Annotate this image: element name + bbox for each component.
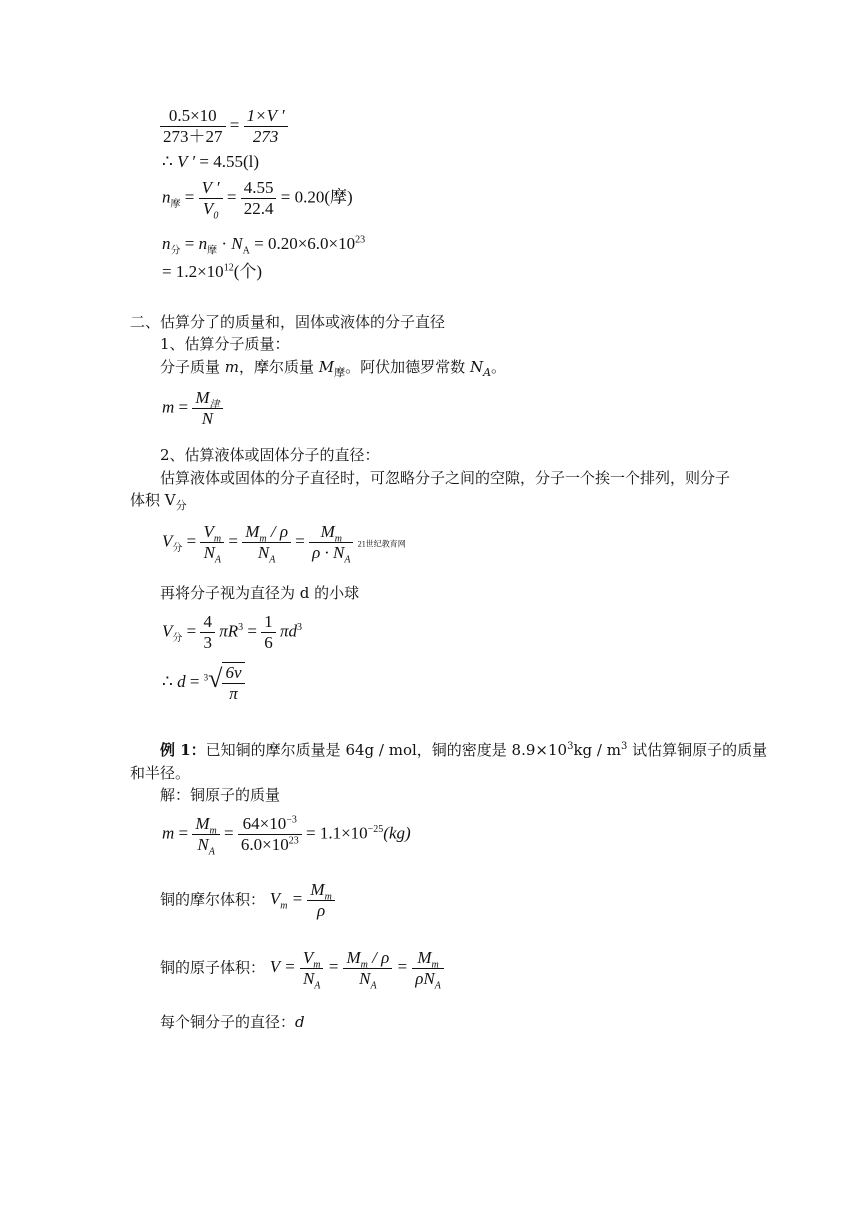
fraction: $M_m$ $\rho N_A$ [412,948,444,989]
fraction: $M_津$ N [192,388,222,429]
section-heading: 二、估算分了的质量和，固体或液体的分子直径 [130,313,446,331]
example-1-cont: 和半径。 [130,764,191,782]
fraction: $\frac{1\times V '}{273}$ [244,106,288,147]
copper-atom-volume: 铜的原子体积： V = $\frac{V_m}{N_A}$ = $\frac{M_m / \rho}{N_A}$ = $M_m$ $\rho N_A$ [160,948,444,989]
equation-n-fen: $n_分 = n_摩 \cdot N_A = 0.20\times 6.0\times 10^{23}$ [162,234,366,257]
equation-sphere-volume: $V_分$ = $\frac{4}{3}$ $\pi R^3$ = $\frac{1}{6}$ $\pi d^3$ [162,612,303,652]
fraction: $\frac{6v}{\pi}$ [222,662,244,704]
fraction: $\frac{V_m}{N_A}$ [300,948,324,989]
subheading-2: 2、估算液体或固体分子的直径： [160,446,380,464]
fraction: $\frac{0.5\times 10}{273+27}$ [160,106,226,147]
fraction: $\frac{1}{6}$ [261,612,276,653]
fraction: $\frac{M_m}{N_A}$ [192,814,219,855]
equation-m: m = $M_津$ N [162,388,223,429]
equation-gas-law: $\frac{0.5\times 10}{273+27}$ = $\frac{1\times V '}{273}$ [160,106,288,147]
equation-v-result: ∴ V ′ = 4.55(l) [162,152,260,171]
paragraph-diameter-cont: 体积 $V_分$ [130,491,187,512]
fraction: $\frac{M_m}{\rho}$ [307,880,334,921]
example-label: 例 1： [160,741,206,759]
fraction: $\frac{M_m / \rho}{N_A}$ [343,948,392,989]
paragraph-diameter: 估算液体或固体的分子直径时，可忽略分子之间的空隙，分子一个挨一个排列，则分子 [160,469,731,487]
fraction: $\frac{V_m}{N_A}$ [200,522,224,563]
copper-molar-volume: 铜的摩尔体积： $V_m$ = $\frac{M_m}{\rho}$ [160,880,335,921]
equation-v-fen: $V_分$ = $\frac{V_m}{N_A}$ = $\frac{M_m / \rho}{N_A}$ = $\frac{M_m}{\rho \cdot N_A}$ 21世纪教育网 [162,522,406,566]
equation-d: ∴ d = $^3$√ $\frac{6v}{\pi}$ [162,662,245,704]
fraction: $\frac{V '}{V_0}$ [199,178,223,219]
watermark: 21世纪教育网 [357,539,406,549]
fraction: $\frac{4}{3}$ [200,612,215,653]
subheading-1: 1、估算分子质量： [160,335,290,353]
paragraph-molecular-mass: 分子质量 m，摩尔质量 $M_摩$。阿伏加德罗常数 $N_A$。 [160,358,507,379]
fraction: $\frac{M_m / \rho}{N_A}$ [242,522,291,563]
equation-n-fen-result: = $1.2\times 10^{12}$(个) [162,262,263,281]
fraction: $\frac{M_m}{\rho \cdot N_A}$ [309,522,353,563]
equation-copper-mass: m = $\frac{M_m}{N_A}$ = $\frac{64\times 10^{-3}}{6.0\times 10^{23}}$ = $1.1\times 10^{-25}(kg)$ [162,814,411,858]
fraction: $\frac{64\times 10^{-3}}{6.0\times 10^{23}}$ [238,814,302,855]
equation-n-mole: $n_摩$ = $\frac{V '}{V_0}$ = $\frac{4.55}{22.4}$ = 0.20(摩) [162,178,353,222]
paragraph-sphere: 再将分子视为直径为 d 的小球 [160,584,360,602]
fraction: $\frac{4.55}{22.4}$ [241,178,277,219]
copper-diameter: 每个铜分子的直径：d [160,1013,305,1031]
example-1: 例 1：已知铜的摩尔质量是 64g / mol，铜的密度是 $8.9\times 10^3kg / m^3$ 试估算铜原子的质量 [160,741,768,759]
solution-line: 解：铜原子的质量 [160,786,281,804]
